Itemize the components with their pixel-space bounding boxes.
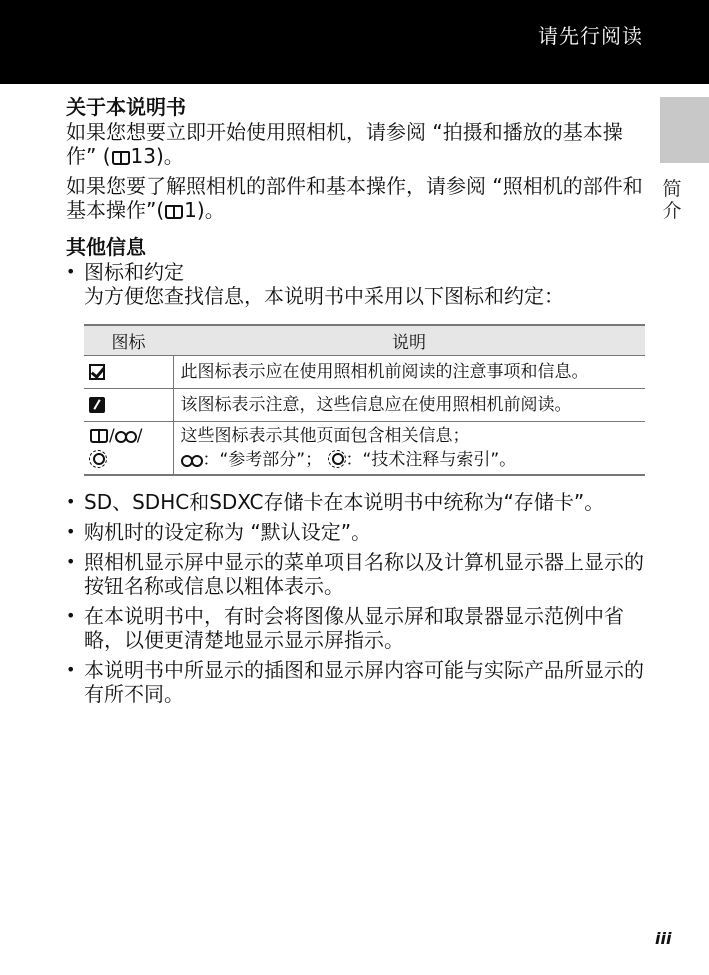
column-header-icon: 图标 [84, 325, 173, 355]
table-row [84, 421, 645, 475]
icons-description: 为方便您查找信息，本说明书中采用以下图标和约定： [84, 284, 564, 308]
list-item: • 购机时的设定称为 “默认设定”。 [66, 520, 646, 544]
tips-icon [328, 450, 346, 468]
about-paragraph-2-end: )。 [196, 198, 225, 222]
about-paragraph-2-text: 如果您要了解照相机的部件和基本操作，请参阅 “照相机的部件和基本操作”( [66, 174, 643, 222]
info-list [66, 490, 646, 706]
header-title: 请先行阅读 [538, 24, 643, 48]
list-item: • SD、SDHC和SDXC存储卡在本说明书中统称为“存储卡”。 [66, 490, 646, 514]
other-info-heading: 其他信息 [66, 235, 146, 259]
about-heading: 关于本说明书 [66, 95, 186, 119]
table-row [84, 355, 645, 388]
about-paragraph-1 [66, 120, 646, 168]
book-icon [165, 205, 183, 219]
about-paragraph-1-end: )。 [155, 144, 184, 168]
table-header-row [84, 325, 645, 355]
table-cell-description: 该图标表示注意，这些信息应在使用照相机前阅读。 [173, 388, 645, 421]
book-icon [90, 429, 108, 443]
table-row [84, 388, 645, 421]
reference-description: 这些图标表示其他页面包含相关信息； [180, 425, 470, 446]
side-tab-label: 简介 [662, 178, 682, 222]
tips-icon [89, 450, 107, 468]
binoculars-icon [181, 453, 203, 465]
table-cell-icon [84, 355, 173, 388]
header-bar [0, 0, 709, 84]
column-header-description: 说明 [173, 325, 645, 355]
icons-table [84, 324, 645, 476]
about-paragraph-1-page[interactable]: 13 [130, 144, 156, 168]
reference-section-label: ：“参考部分”； [202, 449, 323, 470]
side-tab [660, 97, 709, 163]
note-icon [89, 397, 105, 413]
main-content [66, 94, 646, 706]
table-cell-icon [84, 388, 173, 421]
table-cell-icon: / / [84, 421, 173, 475]
binoculars-icon [115, 429, 137, 441]
table-cell-description: 此图标表示应在使用照相机前阅读的注意事项和信息。 [173, 355, 645, 388]
list-item: • 在本说明书中，有时会将图像从显示屏和取景器显示范例中省略，以便更清楚地显示显示屏指示。 [66, 604, 646, 652]
list-item-icons: • 图标和约定 [66, 260, 646, 284]
technical-notes-label: ：“技术注释与索引”。 [345, 449, 517, 470]
check-icon [89, 364, 105, 380]
about-paragraph-2-page[interactable]: 1 [184, 198, 197, 222]
list-item: • 本说明书中所显示的插图和显示屏内容可能与实际产品所显示的有所不同。 [66, 658, 646, 706]
book-icon [112, 151, 130, 165]
about-paragraph-2 [66, 174, 646, 222]
list-item: • 照相机显示屏中显示的菜单项目名称以及计算机显示器上显示的按钮名称或信息以粗体表示。 [66, 550, 646, 598]
about-paragraph-1-text: 如果您想要立即开始使用照相机，请参阅 “拍摄和播放的基本操作” ( [66, 120, 623, 168]
table-cell-description [173, 421, 645, 475]
page-number: iii [655, 929, 672, 948]
